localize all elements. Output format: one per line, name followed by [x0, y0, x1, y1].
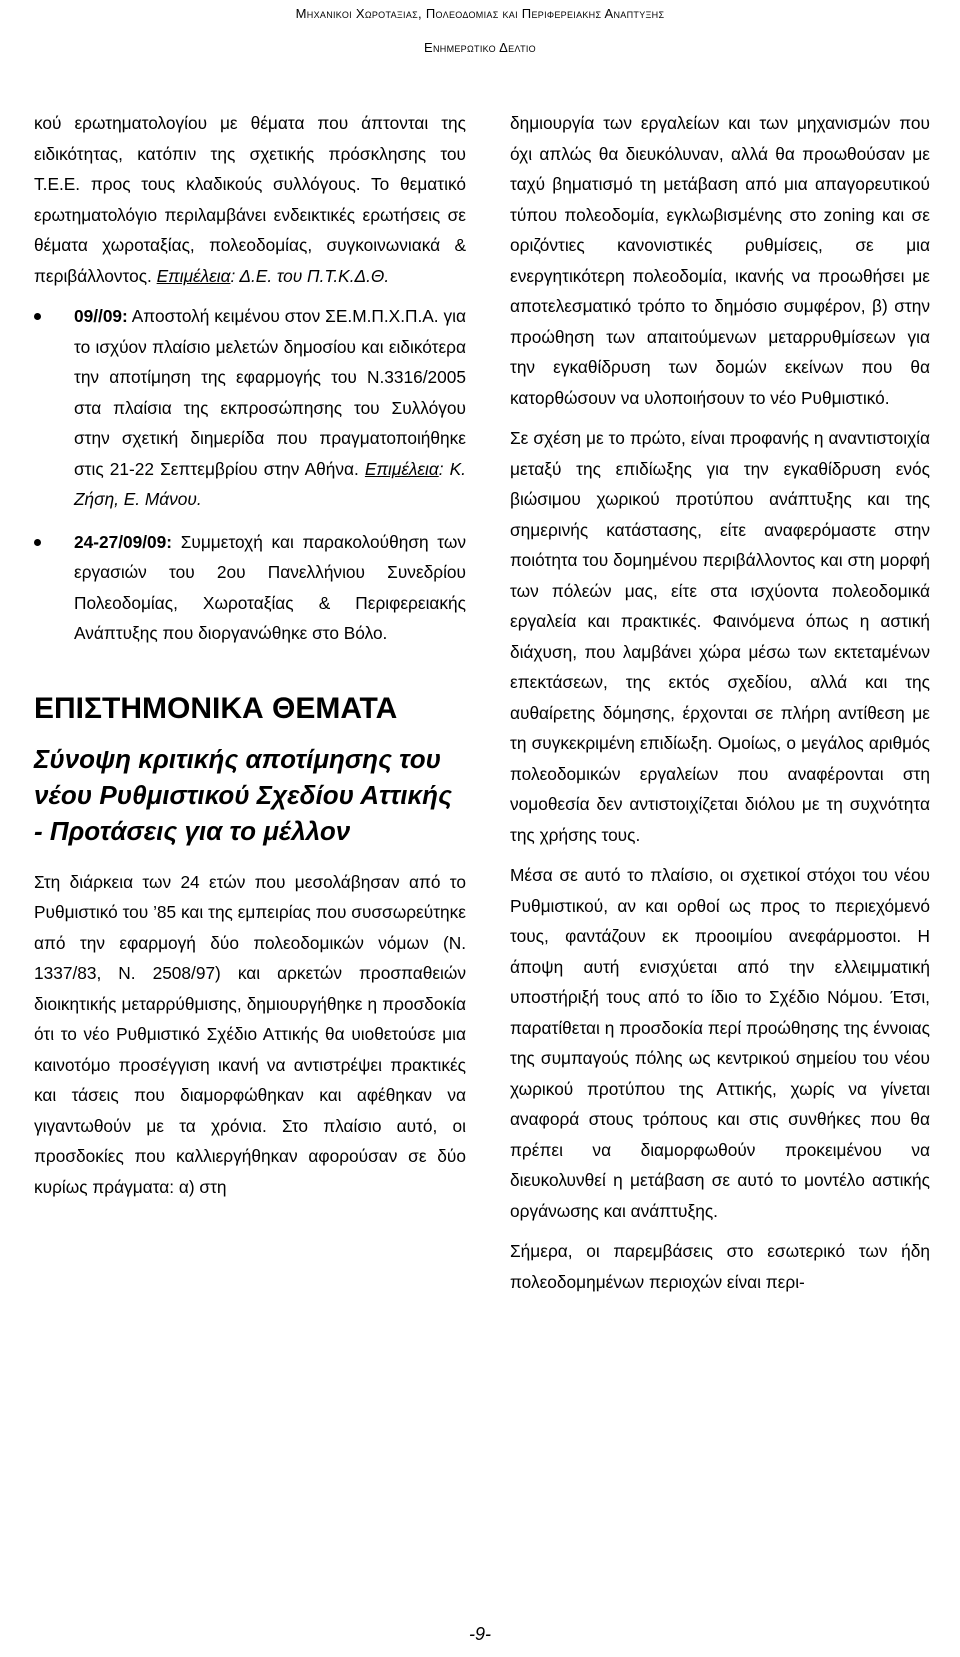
bullet-icon	[34, 539, 41, 546]
bullet-2-date: 24-27/09/09:	[74, 531, 173, 552]
intro-paragraph	[34, 108, 466, 291]
intro-edit-label: Επιμέλεια	[156, 265, 231, 286]
bullet-2-text: Συμμετοχή και παρακολούθηση των εργασιών του 2ου Πανελλήνιου Συνεδρίου Πολεοδομίας, Χωροταξίας & Περιφερειακής Ανάπτυξης που διοργανώθηκε στο Βόλο.	[74, 531, 466, 643]
intro-text: κού ερωτηματολογίου με θέματα που άπτονται της ειδικότητας, κατόπιν της σχετικής πρόσκλησης του Τ.Ε.Ε. προς τους κλαδικούς συλλόγους. Το θεματικό ερωτηματολόγιο περιλαμβάνει ενδεικτικές ερωτήσεις σε θέματα χωροταξίας, πολεοδομίας, συγκοινωνιακά & περιβάλλοντος.	[34, 113, 466, 286]
left-column	[34, 108, 466, 1212]
bullet-1-date: 09//09:	[74, 306, 128, 326]
page-number: -9-	[469, 1624, 491, 1644]
article-title: Σύνοψη κριτικής αποτίμησης του νέου Ρυθμιστικού Σχεδίου Αττικής - Προτάσεις για το μέλλον	[34, 743, 452, 846]
article-paragraph-1: Στη διάρκεια των 24 ετών που μεσολάβησαν από το Ρυθμιστικό του ’85 και της εμπειρίας που συσσωρεύτηκε από την εφαρμογή δύο πολεοδομικών νόμων (Ν. 1337/83, Ν. 2508/97) και αρκετών προσπαθειών διοικητικής μεταρρύθμισης, δημιουργήθηκε η προσδοκία ότι το νέο Ρυθμιστικό Σχέδιο Αττικής θα υιοθετούσε μια καινοτόμο προσέγγιση ικανή να αντιστρέψει πρακτικές και τάσεις που διαμορφώθηκαν και αφέθηκαν να γιγαντωθούν με τα χρόνια. Στο πλαίσιο αυτό, οι προσδοκίες που καλλιεργήθηκαν αφορούσαν σε δύο κυρίως πράγματα: α) στη	[34, 871, 466, 1197]
right-paragraph-2: Σε σχέση με το πρώτο, είναι προφανής η αναντιστοιχία μεταξύ της επιδίωξης για την εγκαθίδρυση ενός βιώσιμου χωρικού προτύπου ανάπτυξης και της σημερινής κατάστασης, είτε αναφερόμαστε στην ποιότητα του δομημένου περιβάλλοντος και στη μορφή των πόλεών μας, είτε στα ισχύοντα πολεοδομικά εργαλεία και πρακτικές. Φαινόμενα όπως η αστική διάχυση, που λαμβάνει χώρα μέσω των εκτεταμένων επεκτάσεων, της εκτός σχεδίου, αλλά και της αυθαίρετης δόμησης, έρχονται σε πλήρη αντίθεση με τη συγκεκριμένη επιδίωξη. Ομοίως, ο μεγάλος αριθμός πολεοδομικών εργαλείων που αναφέρονται στη νομοθεσία δεν αντιστοιχίζεται διόλου με τη συχνότητα της χρήσης τους.	[510, 428, 930, 845]
bullet-1-edit-names: : Κ. Ζήση, Ε. Μάνου.	[74, 458, 466, 509]
right-paragraph-3: Μέσα σε αυτό το πλαίσιο, οι σχετικοί στόχοι του νέου Ρυθμιστικού, αν και ορθοί ως προς το περιεχόμενό τους, φαντάζουν εκ προοιμίου ανεφάρμοστοι. Η άποψη αυτή ενισχύεται από την ελλειμματική υποστήριξή τους από το ίδιο το Σχέδιο Νόμου. Έτσι, παρατίθεται η προσδοκία περί προώθησης της έννοιας της συμπαγούς πόλης ως κεντρικού σημείου του νέου χωρικού προτύπου της Αττικής, χωρίς να γίνεται αναφορά στους τρόπους και στις συνθήκες που θα πρέπει να διαμορφωθούν προκειμένου να διευκολυνθεί η μετάβαση σε αυτό το μοντέλο αστικής οργάνωσης και ανάπτυξης.	[510, 865, 930, 1221]
bullet-1-edit-label: Επιμέλεια	[364, 458, 439, 479]
right-paragraph-4: Σήμερα, οι παρεμβάσεις στο εσωτερικό των ήδη πολεοδομημένων περιοχών είναι περι-	[510, 1241, 930, 1292]
intro-edit-names: : Δ.Ε. του Π.Τ.Κ.Δ.Θ.	[230, 265, 390, 286]
right-column	[510, 108, 930, 1307]
right-paragraph-1: δημιουργία των εργαλείων και των μηχανισμών που όχι απλώς θα διευκόλυναν, αλλά θα προωθούσαν με ταχύ βηματισμό τη μετάβαση από μια απαγορευτικού τύπου πολεοδομία, εγκλωβισμένης στο zoning και σε οριζόντιες κανονιστικές ρυθμίσεις, σε μια ενεργητικότερη πολεοδομία, ικανής να προωθήσει με αποτελεσματικό τρόπο το δημόσιο συμφέρον, β) στην προώθηση των απαιτούμενων μεταρρυθμίσεων για την εγκαθίδρυση των δομών εκείνων που θα κατορθώσουν να υλοποιήσουν το νέο Ρυθμιστικό.	[510, 113, 930, 408]
bullet-1-text: Αποστολή κειμένου στον ΣΕ.Μ.Π.Χ.Π.Α. για το ισχύον πλαίσιο μελετών δημοσίου και ειδικότερα την αποτίμηση της εφαρμογής του Ν.3316/2005 στα πλαίσια της εκπροσώπησης του Συλλόγου στην σχετική διημερίδα που πραγματοποιήθηκε στις 21-22 Σεπτεμβρίου στην Αθήνα.	[74, 306, 466, 479]
bullet-icon	[34, 313, 41, 320]
running-header-subtitle: Ενημερωτικο Δελτιο	[424, 40, 536, 55]
bullet-item-1	[34, 301, 466, 515]
running-header-title: Μηχανικοι Χωροταξιας, Πολεοδομιας και Περιφερειακης Αναπτυξης	[295, 6, 665, 21]
section-title: ΕΠΙΣΤΗΜΟΝΙΚΑ ΘΕΜΑΤΑ	[34, 691, 398, 725]
bullet-item-2	[34, 527, 466, 649]
